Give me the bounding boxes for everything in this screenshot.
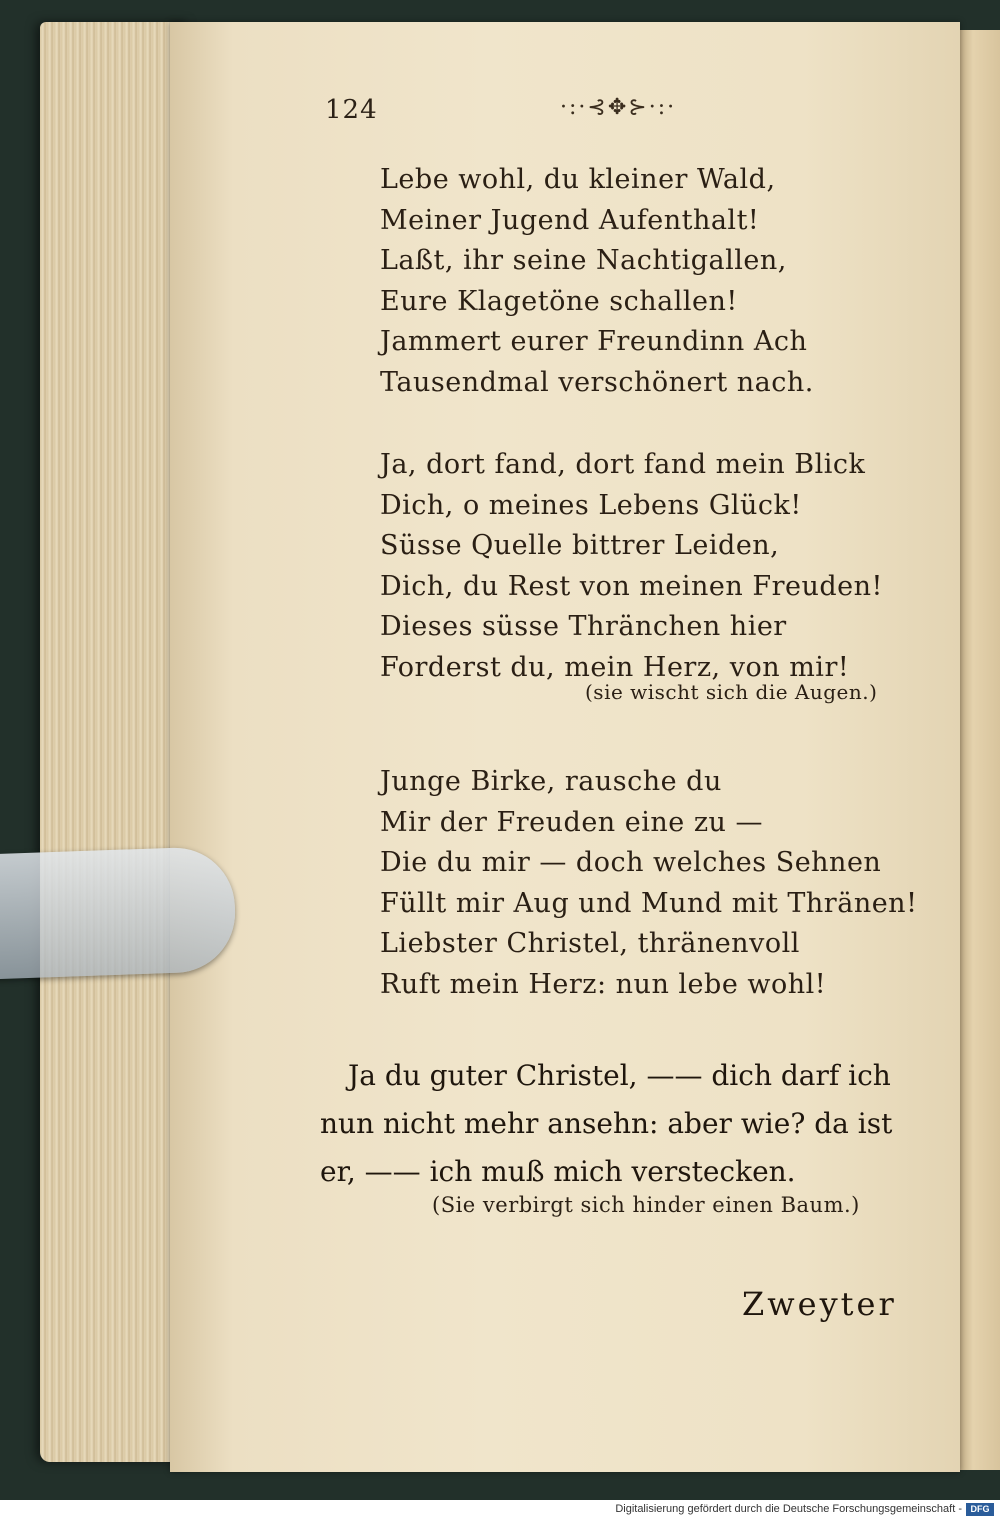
prose-line: nun nicht mehr ansehn: aber wie? da ist (320, 1107, 893, 1140)
verse-line: Liebster Christel, thränenvoll (380, 928, 800, 959)
prose-line: Ja du guter Christel, —— dich darf ich (348, 1059, 891, 1092)
verse-line: Lebe wohl, du kleiner Wald, (380, 164, 776, 195)
verse-line: Forderst du, mein Herz, von mir! (380, 651, 850, 683)
verse-line: Ja, dort fand, dort fand mein Blick (380, 449, 866, 480)
stage-direction: (sie wischt sich die Augen.) (585, 680, 878, 704)
verse-line: Tausendmal verschönert nach. (380, 366, 814, 398)
verse-line: Jammert eurer Freundinn Ach (380, 326, 808, 357)
stanza-2 (380, 445, 883, 688)
footer-bar (0, 1500, 1000, 1520)
page-clip (0, 846, 237, 979)
page-header (325, 95, 685, 135)
footer-credit: Digitalisierung gefördert durch die Deutsche Forschungsgemeinschaft - (615, 1503, 962, 1515)
verse-line: Die du mir — doch welches Sehnen (380, 847, 882, 878)
verse-line: Ruft mein Herz: nun lebe wohl! (380, 968, 827, 1000)
verse-line: Mir der Freuden eine zu — (380, 806, 764, 838)
verse-line: Eure Klagetöne schallen! (380, 285, 738, 317)
verse-line: Meiner Jugend Aufenthalt! (380, 204, 760, 236)
stage-direction: (Sie verbirgt sich hinder einen Baum.) (432, 1193, 860, 1217)
catchword: Zweyter (742, 1285, 897, 1323)
book-edge-right (955, 30, 1000, 1470)
page-number: 124 (325, 95, 378, 125)
verse-line: Füllt mir Aug und Mund mit Thränen! (380, 887, 918, 919)
book-edge-left (40, 22, 190, 1462)
prose-paragraph (320, 1052, 900, 1196)
verse-line: Dich, o meines Lebens Glück! (380, 489, 802, 521)
ornament-icon: ·:·⊰✥⊱·:· (560, 95, 677, 120)
prose-line: er, —— ich muß mich verstecken. (320, 1155, 796, 1188)
verse-line: Dieses süsse Thränchen hier (380, 611, 787, 642)
stanza-3 (380, 762, 917, 1005)
stanza-1 (380, 160, 814, 403)
verse-line: Laßt, ihr seine Nachtigallen, (380, 245, 787, 276)
verse-line: Süsse Quelle bittrer Leiden, (380, 530, 780, 561)
verse-line: Dich, du Rest von meinen Freuden! (380, 570, 883, 602)
dfg-logo-icon: DFG (966, 1503, 994, 1516)
verse-line: Junge Birke, rausche du (380, 766, 722, 797)
